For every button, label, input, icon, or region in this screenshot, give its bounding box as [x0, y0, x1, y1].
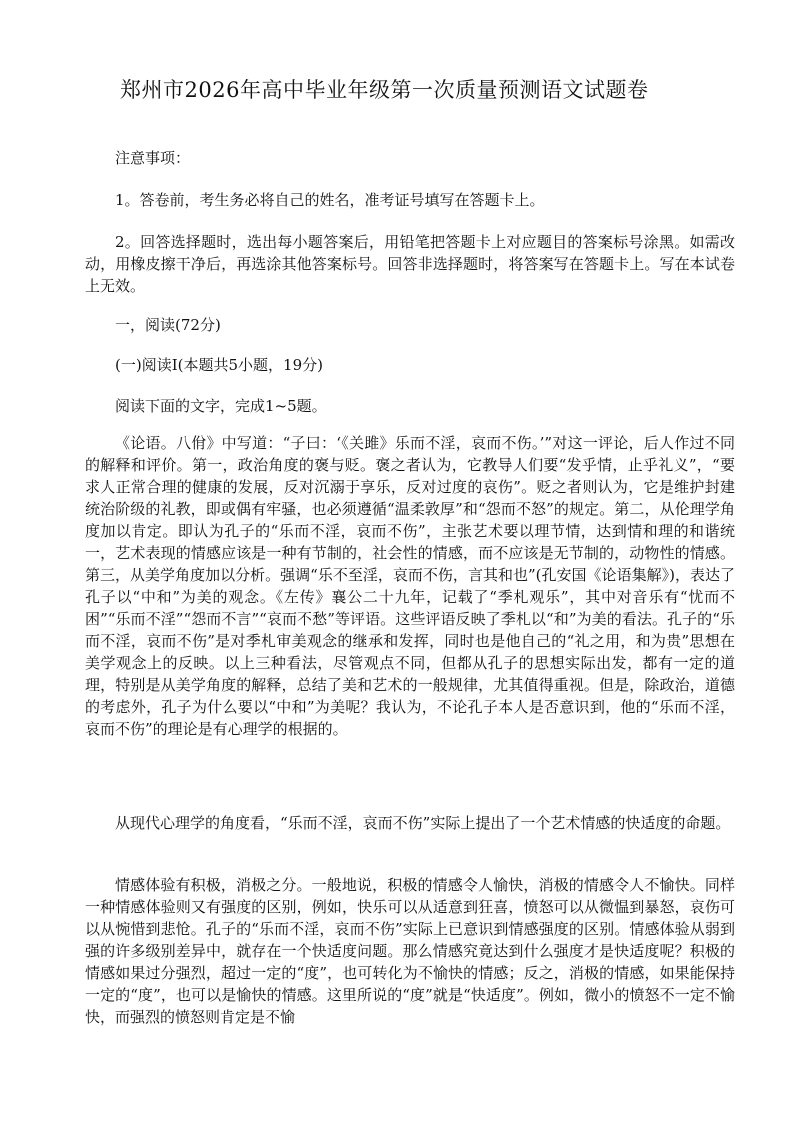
passage-paragraph-2: 从现代心理学的角度看，“乐而不淫，哀而不伤”实际上提出了一个艺术情感的快适度的命题。 — [115, 814, 731, 832]
section-heading-reading: 一，阅读(72分) — [115, 316, 221, 334]
notice-heading: 注意事项： — [115, 149, 191, 167]
notice-item-2: 2。回答选择题时，选出每小题答案后，用铅笔把答题卡上对应题目的答案标号涂黑。如需改动，用橡皮擦干净后，再选涂其他答案标号。回答非选择题时，将答案写在答题卡上。写在本试卷上无效。 — [85, 233, 735, 295]
notice-item-1: 1。答卷前，考生务必将自己的姓名，准考证号填写在答题卡上。 — [115, 191, 545, 209]
exam-title: 郑州市2026年高中毕业年级第一次质量预测语文试题卷 — [120, 78, 649, 102]
passage-paragraph-3: 情感体验有积极，消极之分。一般地说，积极的情感令人愉快，消极的情感令人不愉快。同样一种情感体验则又有强度的区别，例如，快乐可以从适意到狂喜，愤怒可以从微愠到暴怒，哀伤可以从惋惜到悲怆。孔子的“乐而不淫，哀而不伤”实际上已意识到情感强度的区别。情感体验从弱到强的许多级别差异中，就存在一个快适度问题。那么情感究竟达到什么强度才是快适度呢？积极的情感如果过分强烈，超过一定的“度”，也可转化为不愉快的情感；反之，消极的情感，如果能保持一定的“度”，也可以是愉快的情感。这里所说的“度”就是“快适度”。例如，微小的愤怒不一定不愉快，而强烈的愤怒则肯定是不愉 — [85, 876, 735, 1026]
reading-instruction: 阅读下面的文字，完成1~5题。 — [115, 397, 327, 415]
passage-paragraph-1: 《论语。八佾》中写道：“子曰：‘《关雎》乐而不淫，哀而不伤。’”对这一评论，后人作过不同的解释和评价。第一，政治角度的褒与贬。褒之者认为，它教导人们要“发乎情，止乎礼义”，“要求人正常合理的健康的发展，反对沉溺于享乐，反对过度的哀伤”。贬之者则认为，它是维护封建统治阶级的礼教，即或偶有牢骚，也必须遵循“温柔敦厚”和“怨而不怒”的规定。第二，从伦理学角度加以肯定。即认为孔子的“乐而不淫，哀而不伤”，主张艺术要以理节情，达到情和理的和谐统一，艺术表现的情感应该是一种有节制的，社会性的情感，而不应该是无节制的，动物性的情感。第三，从美学角度加以分析。强调“乐不至淫，哀而不伤，言其和也”(孔安国《论语集解》)，表达了孔子以“中和”为美的观念。《左传》襄公二十九年，记载了“季札观乐”，其中对音乐有“忧而不困”“乐而不淫”“怨而不言”“哀而不愁”等评语。这些评语反映了季札以“和”为美的看法。孔子的“乐而不淫，哀而不伤”是对季札审美观念的继承和发挥，同时也是他自己的“礼之用，和为贵”思想在美学观念上的反映。以上三种看法，尽管观点不同，但都从孔子的思想实际出发，都有一定的道理，特别是从美学角度的解释，总结了美和艺术的一般规律，尤其值得重视。但是，除政治，道德的考虑外，孔子为什么要以“中和”为美呢？我认为，不论孔子本人是否意识到，他的“乐而不淫，哀而不伤”的理论是有心理学的根据的。 — [85, 434, 735, 738]
subsection-heading: (一)阅读Ⅰ(本题共5小题，19分) — [115, 356, 323, 374]
